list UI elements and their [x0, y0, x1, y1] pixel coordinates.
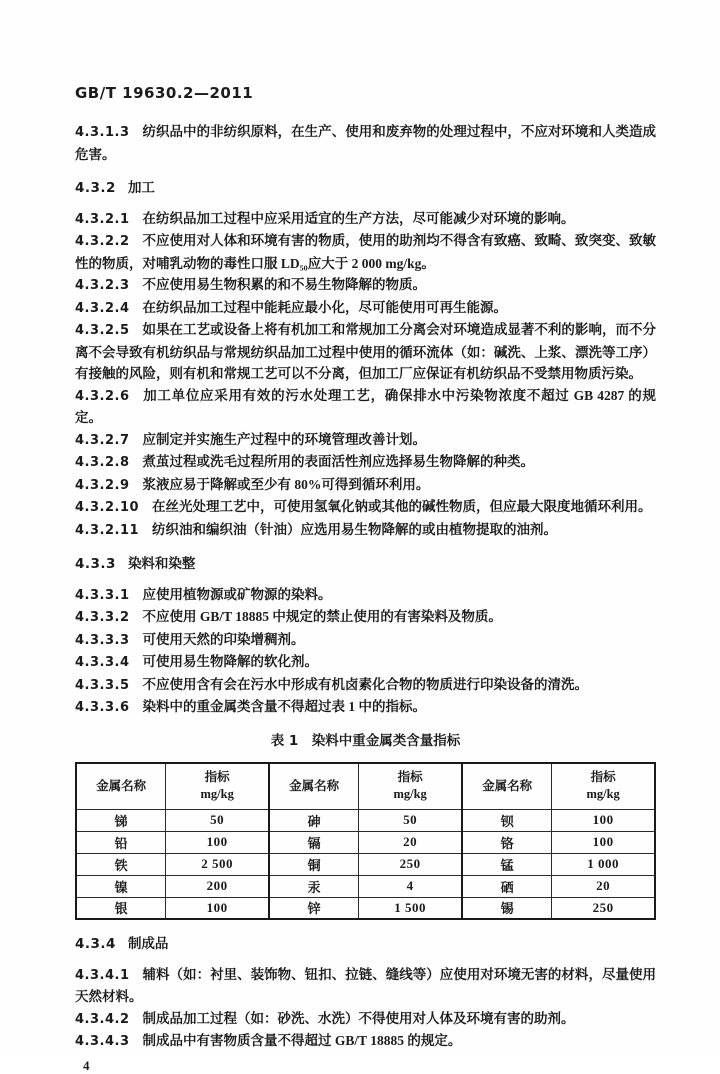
clause-paragraph	[75, 429, 656, 452]
clause-text: 加工	[127, 180, 155, 196]
clause-number: 4.3.2.9	[75, 477, 130, 493]
clause-text: 应制定并实施生产过程中的环境管理改善计划。	[142, 431, 426, 447]
col-header-metal-name: 金属名称	[269, 763, 359, 809]
col-header-metal-name: 金属名称	[462, 763, 552, 809]
clause-number: 4.3.4.2	[75, 1011, 130, 1027]
clause-text: 可使用天然的印染增稠剂。	[142, 631, 305, 647]
limit-value-cell: 100	[552, 831, 655, 853]
section-heading	[75, 554, 656, 576]
limit-value-cell: 1 500	[359, 897, 462, 919]
document-body-bottom	[75, 934, 656, 1053]
clause-paragraph	[75, 651, 656, 674]
clause-paragraph	[75, 230, 656, 274]
limit-value-cell: 20	[359, 831, 462, 853]
clause-paragraph	[75, 474, 656, 497]
table-block	[75, 731, 656, 921]
col-header-limit-label: 指标	[590, 770, 616, 785]
metals-table	[75, 762, 656, 920]
clause-number: 4.3.2	[75, 180, 116, 196]
metal-name-cell: 砷	[269, 809, 359, 831]
page-number: 4	[83, 1057, 90, 1073]
clause-paragraph	[75, 121, 656, 165]
clause-paragraph	[75, 584, 656, 607]
limit-value-cell: 20	[552, 875, 655, 897]
clause-number: 4.3.3.5	[75, 677, 130, 693]
clause-text: 应使用植物源或矿物源的染料。	[142, 586, 332, 602]
clause-paragraph	[75, 629, 656, 652]
clause-number: 4.3.2.2	[75, 234, 130, 249]
limit-value-cell: 4	[359, 875, 462, 897]
clause-paragraph	[75, 519, 656, 542]
limit-value-cell: 100	[166, 831, 269, 853]
document-body-top	[75, 121, 656, 719]
clause-paragraph	[75, 451, 656, 474]
clause-number: 4.3.2.7	[75, 432, 130, 448]
metal-name-cell: 硒	[462, 875, 552, 897]
table-row	[76, 897, 655, 919]
col-header-limit-label: 指标	[397, 770, 423, 785]
clause-text: 不应使用 GB/T 18885 中规定的禁止使用的有害染料及物质。	[142, 609, 502, 624]
clause-paragraph	[75, 1008, 656, 1031]
clause-text: 染料和染整	[127, 556, 196, 572]
clause-text: 不应使用易生物积累的和不易生物降解的物质。	[142, 277, 426, 292]
clause-text: 纺织油和编织油（针油）应选用易生物降解的或由植物提取的油剂。	[152, 521, 558, 537]
limit-value-cell: 100	[166, 897, 269, 919]
clause-number: 4.3.3.6	[75, 700, 130, 715]
clause-paragraph	[75, 385, 656, 429]
metal-name-cell: 锌	[269, 897, 359, 919]
clause-text: 如果在工艺或设备上将有机加工和常规加工分离会对环境造成显著不利的影响，而不分离不会导致有机纺织品与常规纺织品加工过程中使用的循环流体（如：碱洗、上浆、漂洗等工序）有接触的风险，则有机和常规工艺可以不分离，但加工厂应保证有机纺织品不受禁用物质污染。	[75, 322, 656, 381]
limit-value-cell: 2 500	[166, 853, 269, 875]
metal-name-cell: 银	[76, 897, 166, 919]
clause-text: 染料中的重金属类含量不得超过表 1 中的指标。	[142, 699, 426, 714]
metal-name-cell: 铜	[269, 853, 359, 875]
clause-text: 可使用易生物降解的软化剂。	[142, 654, 318, 669]
metal-name-cell: 镍	[76, 875, 166, 897]
col-header-limit-label: 指标	[204, 770, 230, 785]
clause-number: 4.3.2.11	[75, 522, 140, 538]
clause-paragraph	[75, 696, 656, 719]
table-row	[76, 853, 655, 875]
clause-number: 4.3.3.1	[75, 587, 130, 603]
clause-number: 4.3.3	[75, 556, 116, 572]
limit-value-cell: 200	[166, 875, 269, 897]
clause-text: 不应使用对人体和环境有害的物质，使用的助剂均不得含有致癌、致畸、致突变、致敏性的物质，对哺乳动物的毒性口服 LD₅₀应大于 2 000 mg/kg。	[75, 233, 656, 271]
clause-text: 在丝光处理工艺中，可使用氢氧化钠或其他的碱性物质，但应最大限度地循环利用。	[152, 499, 652, 514]
metal-name-cell: 铬	[462, 831, 552, 853]
col-header-limit	[359, 763, 462, 809]
col-header-metal-name: 金属名称	[76, 763, 166, 809]
clause-number: 4.3.2.10	[75, 500, 140, 515]
metal-name-cell: 钡	[462, 809, 552, 831]
col-header-limit	[166, 763, 269, 809]
clause-text: 在纺织品加工过程中能耗应最小化，尽可能使用可再生能源。	[142, 299, 507, 315]
table-row	[76, 809, 655, 831]
clause-text: 辅料（如：衬里、装饰物、钮扣、拉链、缝线等）应使用对环境无害的材料，尽量使用天然材料。	[75, 966, 656, 1004]
section-heading	[75, 934, 656, 956]
clause-paragraph	[75, 274, 656, 297]
clause-number: 4.3.1.3	[75, 125, 130, 140]
clause-number: 4.3.4.1	[75, 967, 130, 983]
limit-value-cell: 50	[359, 809, 462, 831]
table-row	[76, 875, 655, 897]
clause-number: 4.3.2.6	[75, 388, 130, 404]
clause-number: 4.3.2.3	[75, 278, 130, 293]
col-header-limit-unit: mg/kg	[586, 787, 620, 802]
clause-text: 纺织品中的非纺织原料，在生产、使用和废弃物的处理过程中，不应对环境和人类造成危害。	[75, 124, 656, 162]
clause-number: 4.3.2.4	[75, 300, 130, 316]
clause-paragraph	[75, 964, 656, 1008]
clause-paragraph	[75, 674, 656, 697]
col-header-limit-unit: mg/kg	[200, 787, 234, 802]
clause-number: 4.3.3.3	[75, 632, 130, 648]
metal-name-cell: 汞	[269, 875, 359, 897]
clause-number: 4.3.4.3	[75, 1034, 130, 1049]
clause-number: 4.3.3.2	[75, 610, 130, 625]
limit-value-cell: 250	[359, 853, 462, 875]
clause-number: 4.3.2.1	[75, 211, 130, 227]
clause-text: 浆液应易于降解或至少有 80%可得到循环利用。	[142, 476, 430, 492]
clause-text: 煮茧过程或洗毛过程所用的表面活性剂应选择易生物降解的种类。	[142, 454, 534, 469]
metals-table-body	[76, 809, 655, 919]
table-header-row	[76, 763, 655, 809]
clause-text: 制成品加工过程（如：砂洗、水洗）不得使用对人体及环境有害的助剂。	[142, 1010, 575, 1026]
limit-value-cell: 50	[166, 809, 269, 831]
section-heading	[75, 178, 656, 200]
col-header-limit-unit: mg/kg	[393, 787, 427, 802]
clause-paragraph	[75, 297, 656, 320]
clause-number: 4.3.4	[75, 936, 116, 952]
metal-name-cell: 镉	[269, 831, 359, 853]
clause-text: 不应使用含有会在污水中形成有机卤素化合物的物质进行印染设备的清洗。	[142, 676, 588, 692]
col-header-limit	[552, 763, 655, 809]
clause-number: 4.3.2.5	[75, 323, 130, 338]
clause-paragraph	[75, 208, 656, 231]
clause-text: 加工单位应采用有效的污水处理工艺，确保排水中污染物浓度不超过 GB 4287 的规定。	[75, 387, 656, 425]
limit-value-cell: 1 000	[552, 853, 655, 875]
standard-number-header: GB/T 19630.2—2011	[75, 84, 254, 102]
metal-name-cell: 锰	[462, 853, 552, 875]
table-row	[76, 831, 655, 853]
clause-text: 制成品中有害物质含量不得超过 GB/T 18885 的规定。	[142, 1033, 462, 1048]
limit-value-cell: 100	[552, 809, 655, 831]
clause-paragraph	[75, 496, 656, 519]
metals-table-head	[76, 763, 655, 809]
metal-name-cell: 铅	[76, 831, 166, 853]
metal-name-cell: 锡	[462, 897, 552, 919]
clause-text: 在纺织品加工过程中应采用适宜的生产方法，尽可能减少对环境的影响。	[142, 210, 575, 226]
clause-paragraph	[75, 319, 656, 385]
metal-name-cell: 铁	[76, 853, 166, 875]
clause-paragraph	[75, 606, 656, 629]
clause-paragraph	[75, 1030, 656, 1053]
table-caption: 表 1 染料中重金属类含量指标	[270, 732, 461, 749]
metal-name-cell: 锑	[76, 809, 166, 831]
clause-number: 4.3.3.4	[75, 655, 130, 670]
clause-text: 制成品	[127, 936, 169, 952]
limit-value-cell: 250	[552, 897, 655, 919]
clause-number: 4.3.2.8	[75, 455, 130, 470]
